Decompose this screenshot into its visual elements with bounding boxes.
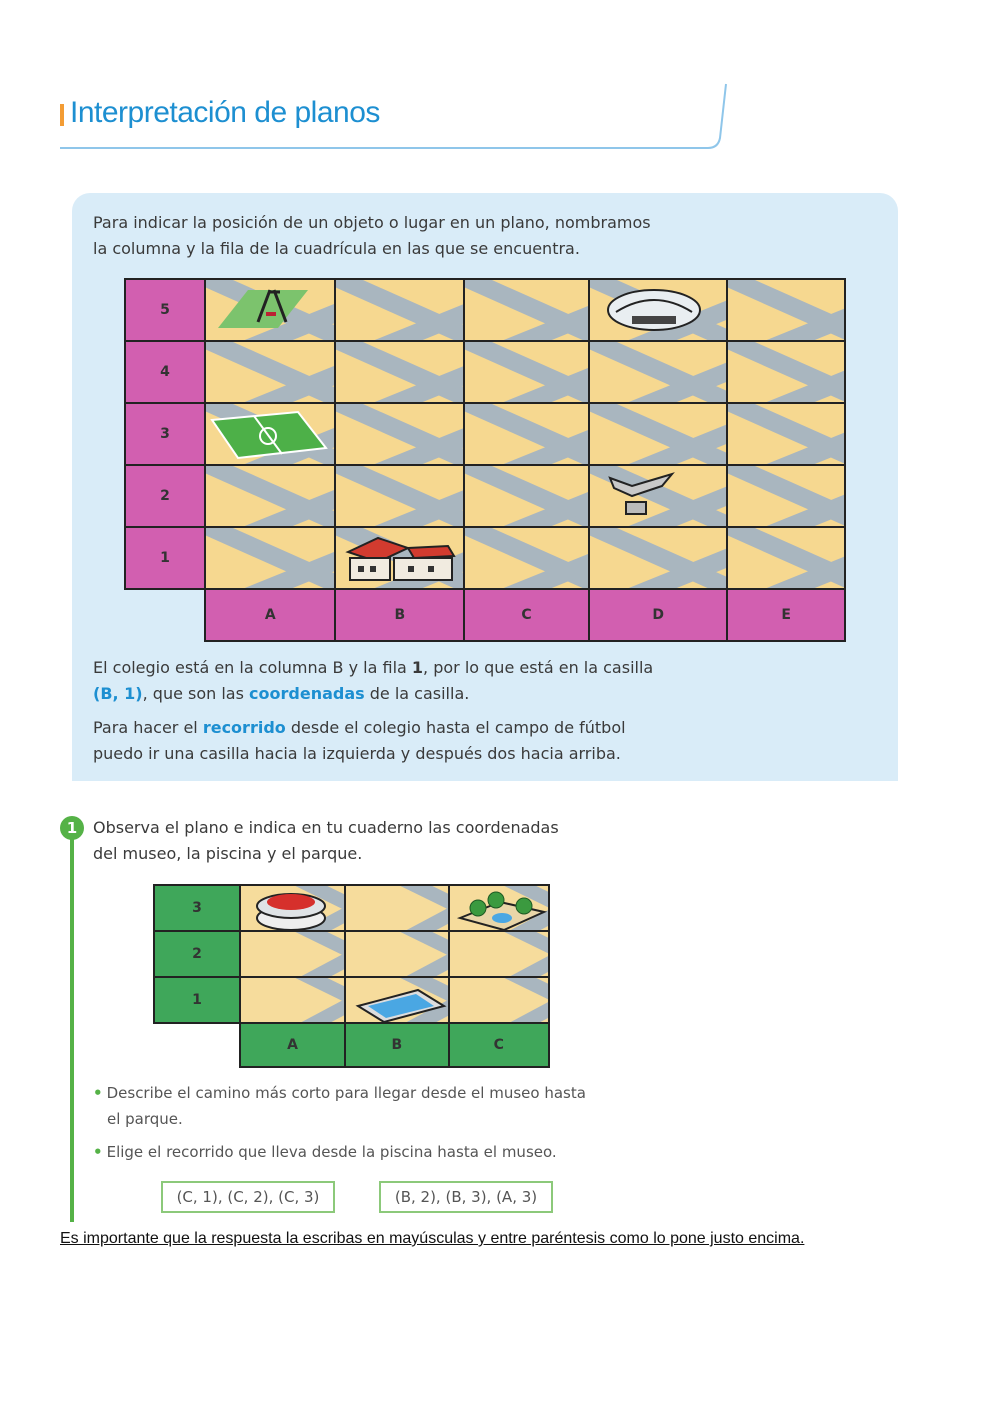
main-map-row-4: [125, 341, 845, 403]
main-map-column-label: C: [464, 589, 589, 641]
p2-coordinate: (B, 1): [93, 684, 143, 703]
exercise-map-cell-A3: [240, 885, 345, 931]
stadium-icon: [592, 282, 702, 340]
p2-text-g: de la casilla.: [364, 684, 470, 703]
pool-icon: [348, 980, 448, 1023]
main-map-cell-D3: [589, 403, 727, 465]
exercise-map-column-label: B: [345, 1023, 449, 1067]
exercise-number: 1: [60, 816, 84, 840]
exercise-map-column-label: A: [240, 1023, 345, 1067]
main-map-cell-A4: [205, 341, 335, 403]
exercise-map-row-label: 2: [154, 931, 240, 977]
main-map-column-label: D: [589, 589, 727, 641]
instruction-note: Es importante que la respuesta la escribas en mayúsculas y entre paréntesis como lo pone justo encima.: [60, 1230, 805, 1247]
exercise-map-row-label: 3: [154, 885, 240, 931]
exercise-map-column-labels: [154, 1023, 549, 1067]
intro-line-1: Para indicar la posición de un objeto o lugar en un plano, nombramos: [93, 213, 651, 232]
park-icon: [452, 888, 549, 931]
main-map-cell-D2: [589, 465, 727, 527]
main-map-cell-A3: [205, 403, 335, 465]
main-map-column-label: A: [205, 589, 335, 641]
coordinates-paragraph: [93, 655, 653, 707]
main-map-cell-B2: [335, 465, 464, 527]
intro-text: [93, 210, 651, 262]
route-paragraph: [93, 715, 626, 767]
swing-icon: [208, 282, 318, 340]
exercise-bar: [70, 832, 74, 1222]
exercise-map-cell-C3: [449, 885, 549, 931]
main-map-cell-C1: [464, 527, 589, 589]
exercise-map-row-label: 1: [154, 977, 240, 1023]
exercise-map-cell-B2: [345, 931, 449, 977]
exercise-map-column-label: C: [449, 1023, 549, 1067]
museum-icon: [243, 888, 343, 931]
exercise-prompt: [93, 815, 559, 867]
main-map-cell-C4: [464, 341, 589, 403]
route-option-1[interactable]: (C, 1), (C, 2), (C, 3): [161, 1181, 335, 1213]
main-map-cell-C5: [464, 279, 589, 341]
main-map-cell-E2: [727, 465, 845, 527]
p3-text-c: desde el colegio hasta el campo de fútbol: [285, 718, 626, 737]
exercise-map-grid: [153, 884, 550, 1068]
main-map-grid: [124, 278, 846, 642]
p2-row-number: 1: [411, 658, 424, 677]
exercise-map-cell-B3: [345, 885, 449, 931]
main-map-cell-D1: [589, 527, 727, 589]
exercise-map-cell-C2: [449, 931, 549, 977]
exercise-map-row-1: [154, 977, 549, 1023]
p2-text-e: , que son las: [142, 684, 250, 703]
school-icon: [338, 530, 458, 589]
exercise-map-cell-A2: [240, 931, 345, 977]
bullet1-line-2: el parque.: [107, 1110, 183, 1128]
main-map-cell-D5: [589, 279, 727, 341]
exercise-map-row-2: [154, 931, 549, 977]
title-header: [58, 82, 730, 152]
exercise-line-1: Observa el plano e indica en tu cuaderno las coordenadas: [93, 818, 559, 837]
bullet1-line-1: Describe el camino más corto para llegar desde el museo hasta: [106, 1084, 586, 1102]
main-map-row-1: [125, 527, 845, 589]
main-map-cell-B1: [335, 527, 464, 589]
main-map-cell-E4: [727, 341, 845, 403]
p3-text-d: puedo ir una casilla hacia la izquierda y después dos hacia arriba.: [93, 744, 621, 763]
main-map-row-3: [125, 403, 845, 465]
statue-icon: [592, 468, 702, 526]
p2-keyword-coordenadas: coordenadas: [249, 684, 365, 703]
main-map-cell-E3: [727, 403, 845, 465]
main-map-column-label: B: [335, 589, 464, 641]
p3-keyword-recorrido: recorrido: [202, 718, 286, 737]
main-map-row-label: 3: [125, 403, 205, 465]
p2-text-a: El colegio está en la columna B y la fila: [93, 658, 412, 677]
exercise-line-2: del museo, la piscina y el parque.: [93, 844, 363, 863]
main-map-row-2: [125, 465, 845, 527]
football-field-icon: [208, 406, 328, 465]
route-option-2[interactable]: (B, 2), (B, 3), (A, 3): [379, 1181, 553, 1213]
main-map-cell-A5: [205, 279, 335, 341]
main-map-cell-B4: [335, 341, 464, 403]
main-map-row-label: 5: [125, 279, 205, 341]
bullet-choose-route: • Elige el recorrido que lleva desde la piscina hasta el museo.: [93, 1143, 557, 1161]
title-accent: [60, 104, 64, 126]
intro-line-2: la columna y la fila de la cuadrícula en las que se encuentra.: [93, 239, 580, 258]
p2-text-c: , por lo que está en la casilla: [423, 658, 654, 677]
main-map-row-label: 4: [125, 341, 205, 403]
bullet-shortest-path: • Describe el camino más corto para llegar desde el museo hasta el parque.: [93, 1080, 586, 1132]
main-map-column-label: E: [727, 589, 845, 641]
main-map-column-labels: [125, 589, 845, 641]
main-map-row-5: [125, 279, 845, 341]
main-map-cell-D4: [589, 341, 727, 403]
exercise-map-row-3: [154, 885, 549, 931]
main-map-cell-B5: [335, 279, 464, 341]
main-map-cell-A2: [205, 465, 335, 527]
exercise-map-cell-B1: [345, 977, 449, 1023]
p3-text-a: Para hacer el: [93, 718, 203, 737]
exercise-map-cell-C1: [449, 977, 549, 1023]
main-map-row-label: 2: [125, 465, 205, 527]
main-map-cell-C3: [464, 403, 589, 465]
main-map-row-label: 1: [125, 527, 205, 589]
page-title: Interpretación de planos: [70, 96, 380, 129]
main-map-cell-E5: [727, 279, 845, 341]
main-map-cell-C2: [464, 465, 589, 527]
exercise-map-cell-A1: [240, 977, 345, 1023]
main-map-cell-B3: [335, 403, 464, 465]
main-map-cell-A1: [205, 527, 335, 589]
bullet2-text: Elige el recorrido que lleva desde la piscina hasta el museo.: [106, 1143, 557, 1161]
main-map-cell-E1: [727, 527, 845, 589]
